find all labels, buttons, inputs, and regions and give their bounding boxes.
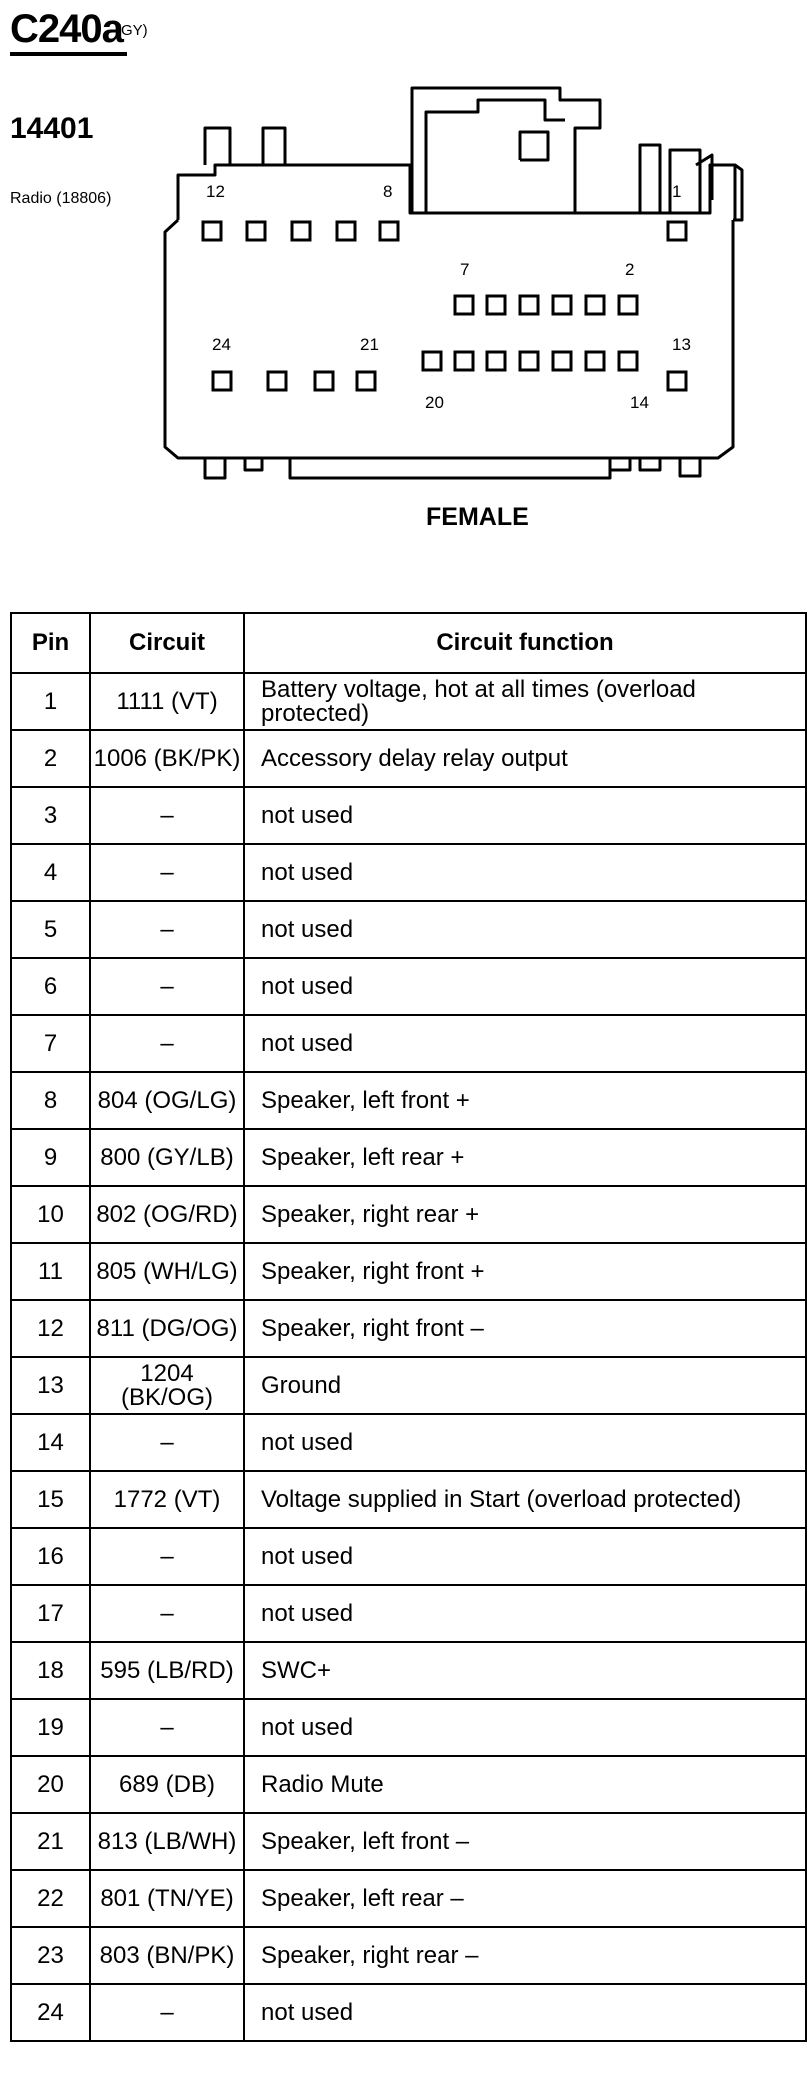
pin-label-24: 24 [212, 335, 231, 354]
table-row [11, 1414, 806, 1471]
table-row [11, 787, 806, 844]
table-row [11, 1585, 806, 1642]
function-cell: Speaker, left rear – [244, 1870, 806, 1927]
pin-cell: 13 [11, 1357, 90, 1414]
table-row [11, 1870, 806, 1927]
table-row [11, 1528, 806, 1585]
function-cell: Ground [244, 1357, 806, 1414]
table-row [11, 1813, 806, 1870]
circuit-cell: – [90, 901, 244, 958]
function-cell: not used [244, 1414, 806, 1471]
component-name: Radio (18806) [10, 190, 112, 207]
function-cell: Speaker, right front + [244, 1243, 806, 1300]
pin-cell: 1 [11, 673, 90, 730]
circuit-cell: 801 (TN/YE) [90, 1870, 244, 1927]
pin-cell: 20 [11, 1756, 90, 1813]
pin-cell: 4 [11, 844, 90, 901]
circuit-cell: 805 (WH/LG) [90, 1243, 244, 1300]
function-cell: not used [244, 844, 806, 901]
circuit-cell: 1111 (VT) [90, 673, 244, 730]
pin-cell: 21 [11, 1813, 90, 1870]
pin-cell: 5 [11, 901, 90, 958]
circuit-cell: – [90, 1984, 244, 2041]
circuit-cell: – [90, 787, 244, 844]
function-cell: Speaker, right rear – [244, 1927, 806, 1984]
function-cell: Accessory delay relay output [244, 730, 806, 787]
function-cell: not used [244, 1585, 806, 1642]
circuit-cell: – [90, 1528, 244, 1585]
table-row [11, 1927, 806, 1984]
function-cell: Speaker, left rear + [244, 1129, 806, 1186]
function-cell: Speaker, left front + [244, 1072, 806, 1129]
pin-label-8: 8 [383, 182, 393, 201]
circuit-cell: 802 (OG/RD) [90, 1186, 244, 1243]
function-cell: not used [244, 787, 806, 844]
circuit-cell: – [90, 1015, 244, 1072]
pin-cell: 22 [11, 1870, 90, 1927]
circuit-cell: 804 (OG/LG) [90, 1072, 244, 1129]
function-cell: Battery voltage, hot at all times (overload protected) [244, 673, 806, 730]
table-row [11, 1129, 806, 1186]
function-cell: not used [244, 958, 806, 1015]
circuit-cell: 803 (BN/PK) [90, 1927, 244, 1984]
connector-housing [165, 165, 735, 458]
pin-label-21: 21 [360, 335, 379, 354]
circuit-cell: 595 (LB/RD) [90, 1642, 244, 1699]
pin-cell: 19 [11, 1699, 90, 1756]
table-row [11, 673, 806, 730]
circuit-cell: 1772 (VT) [90, 1471, 244, 1528]
function-cell: not used [244, 1699, 806, 1756]
table-row [11, 1243, 806, 1300]
function-cell: Speaker, right rear + [244, 1186, 806, 1243]
table-row [11, 1984, 806, 2041]
circuit-cell: – [90, 958, 244, 1015]
function-cell: Voltage supplied in Start (overload protected) [244, 1471, 806, 1528]
circuit-cell: – [90, 1585, 244, 1642]
pin-cell: 7 [11, 1015, 90, 1072]
connector-color: (GY) [116, 22, 148, 39]
circuit-cell: 811 (DG/OG) [90, 1300, 244, 1357]
pin-cell: 9 [11, 1129, 90, 1186]
connector-gender: FEMALE [426, 503, 529, 531]
pin-label-12: 12 [206, 182, 225, 201]
pin-cell: 10 [11, 1186, 90, 1243]
pin-cell: 3 [11, 787, 90, 844]
pin-cell: 18 [11, 1642, 90, 1699]
function-cell: not used [244, 901, 806, 958]
pin-cell: 12 [11, 1300, 90, 1357]
table-row [11, 1186, 806, 1243]
function-cell: Radio Mute [244, 1756, 806, 1813]
pin-cell: 16 [11, 1528, 90, 1585]
header-circuit: Circuit [90, 613, 244, 673]
pin-label-20: 20 [425, 393, 444, 412]
pin-cell: 17 [11, 1585, 90, 1642]
table-row [11, 901, 806, 958]
function-cell: Speaker, left front – [244, 1813, 806, 1870]
table-row [11, 958, 806, 1015]
connector-face-diagram [0, 0, 810, 500]
pin-cell: 6 [11, 958, 90, 1015]
pin-cell: 23 [11, 1927, 90, 1984]
pin-cell: 15 [11, 1471, 90, 1528]
table-row [11, 1072, 806, 1129]
table-row [11, 1300, 806, 1357]
function-cell: not used [244, 1984, 806, 2041]
table-row [11, 1699, 806, 1756]
pin-table [10, 612, 807, 2042]
table-row [11, 1471, 806, 1528]
circuit-cell: 1204 (BK/OG) [90, 1357, 244, 1414]
table-row [11, 844, 806, 901]
circuit-cell: 689 (DB) [90, 1756, 244, 1813]
function-cell: not used [244, 1015, 806, 1072]
pin-cell: 14 [11, 1414, 90, 1471]
circuit-cell: 800 (GY/LB) [90, 1129, 244, 1186]
pin-label-13: 13 [672, 335, 691, 354]
circuit-cell: – [90, 844, 244, 901]
table-row [11, 1642, 806, 1699]
table-row [11, 1756, 806, 1813]
connector-id: C240a [10, 6, 127, 56]
table-row [11, 1015, 806, 1072]
pin-cell: 2 [11, 730, 90, 787]
pin-label-1: 1 [672, 182, 682, 201]
circuit-cell: – [90, 1414, 244, 1471]
header-pin: Pin [11, 613, 90, 673]
part-number: 14401 [10, 112, 94, 145]
pin-label-7: 7 [460, 260, 470, 279]
circuit-cell: – [90, 1699, 244, 1756]
table-row [11, 1357, 806, 1414]
pin-rows [11, 673, 806, 2041]
function-cell: not used [244, 1528, 806, 1585]
table-row [11, 730, 806, 787]
header-function: Circuit function [244, 613, 806, 673]
function-cell: Speaker, right front – [244, 1300, 806, 1357]
circuit-cell: 813 (LB/WH) [90, 1813, 244, 1870]
table-header-row [11, 613, 806, 673]
pin-label-2: 2 [625, 260, 635, 279]
connector-latch [412, 88, 600, 213]
circuit-cell: 1006 (BK/PK) [90, 730, 244, 787]
function-cell: SWC+ [244, 1642, 806, 1699]
pin-cell: 24 [11, 1984, 90, 2041]
pin-cell: 11 [11, 1243, 90, 1300]
pin-label-14: 14 [630, 393, 649, 412]
pin-cell: 8 [11, 1072, 90, 1129]
